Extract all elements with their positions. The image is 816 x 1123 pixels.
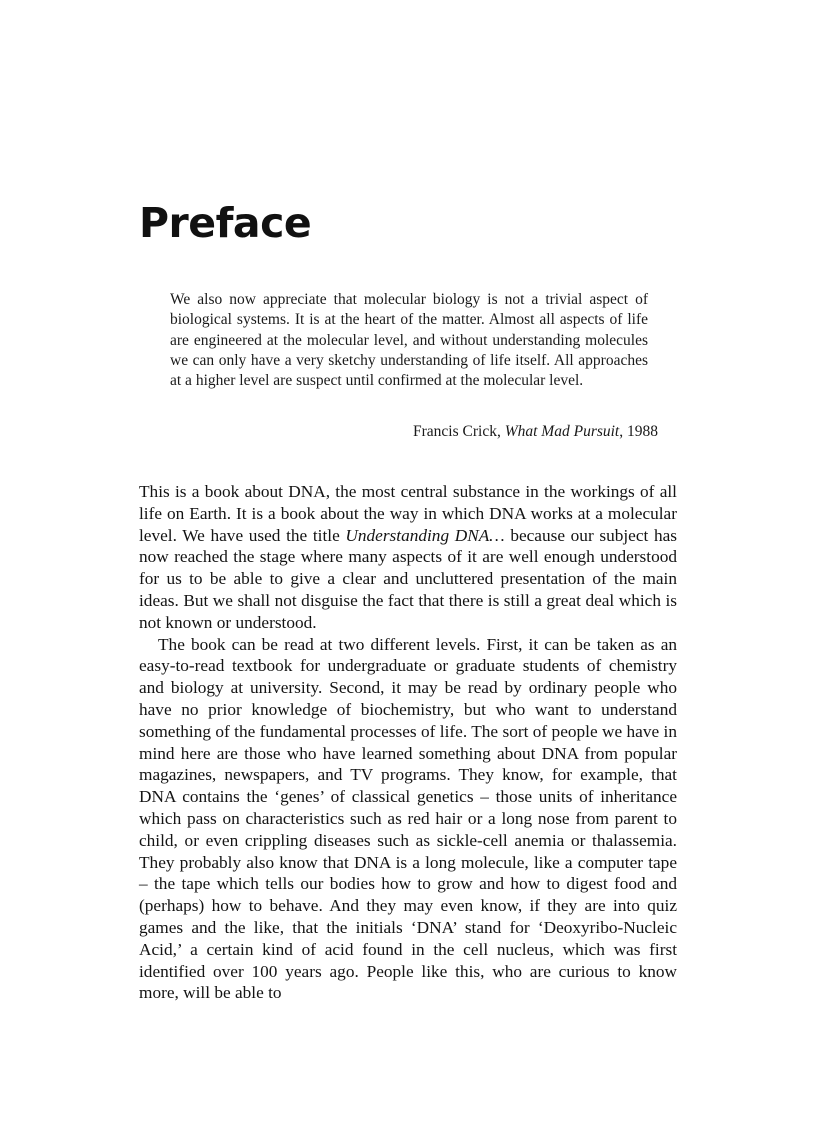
body-text (139, 481, 677, 1004)
page-title: Preface (139, 199, 312, 247)
attribution-author: Francis Crick, (413, 423, 501, 440)
paragraph-1-part-a: This is a book about DNA, the most central substance in the workings of all life on Earth. It is a book about the way in which DNA works at a molecular level. We have used the title (139, 482, 677, 545)
paragraph-1 (139, 481, 677, 634)
book-title-reference: Understanding DNA… (345, 525, 505, 545)
epigraph-quote (170, 290, 648, 391)
epigraph-attribution (170, 422, 658, 442)
paragraph-2: The book can be read at two different levels. First, it can be taken as an easy-to-read textbook for undergraduate or graduate students of chemistry and biology at university. Second, it may be read by ordinary people who have no prior knowledge of biochemistry, but who want to understand something of the fundamental processes of life. The sort of people we have in mind here are those who have learned something about DNA from popular magazines, newspapers, and TV programs. They know, for example, that DNA contains the ‘genes’ of classical genetics – those units of inheritance which pass on characteristics such as red hair or a long nose from parent to child, or even crippling diseases such as sickle-cell anemia or thalassemia. They probably also know that DNA is a long molecule, like a computer tape – the tape which tells our bodies how to grow and how to digest food and (perhaps) how to behave. And they may even know, if they are into quiz games and the like, that the initials ‘DNA’ stand for ‘Deoxyribo-Nucleic Acid,’ a certain kind of acid found in the cell nucleus, which was first identified over 100 years ago. People like this, who are curious to know more, will be able to (139, 634, 677, 1003)
attribution-year: , 1988 (619, 423, 658, 440)
attribution-work-title: What Mad Pursuit (504, 423, 620, 440)
epigraph-quote-text: We also now appreciate that molecular biology is not a trivial aspect of biological systems. It is at the heart of the matter. Almost all aspects of life are engineered at the molecular level, and without understanding molecules we can only have a very sketchy understanding of life itself. All approaches at a higher level are suspect until confirmed at the molecular level. (170, 291, 648, 390)
paragraph-1-part-b: because our subject has now reached the stage where many aspects of it are well enough understood for us to be able to give a clear and uncluttered presentation of the main ideas. But we shall not disguise the fact that there is still a great deal which is not known or understood. (139, 525, 677, 632)
